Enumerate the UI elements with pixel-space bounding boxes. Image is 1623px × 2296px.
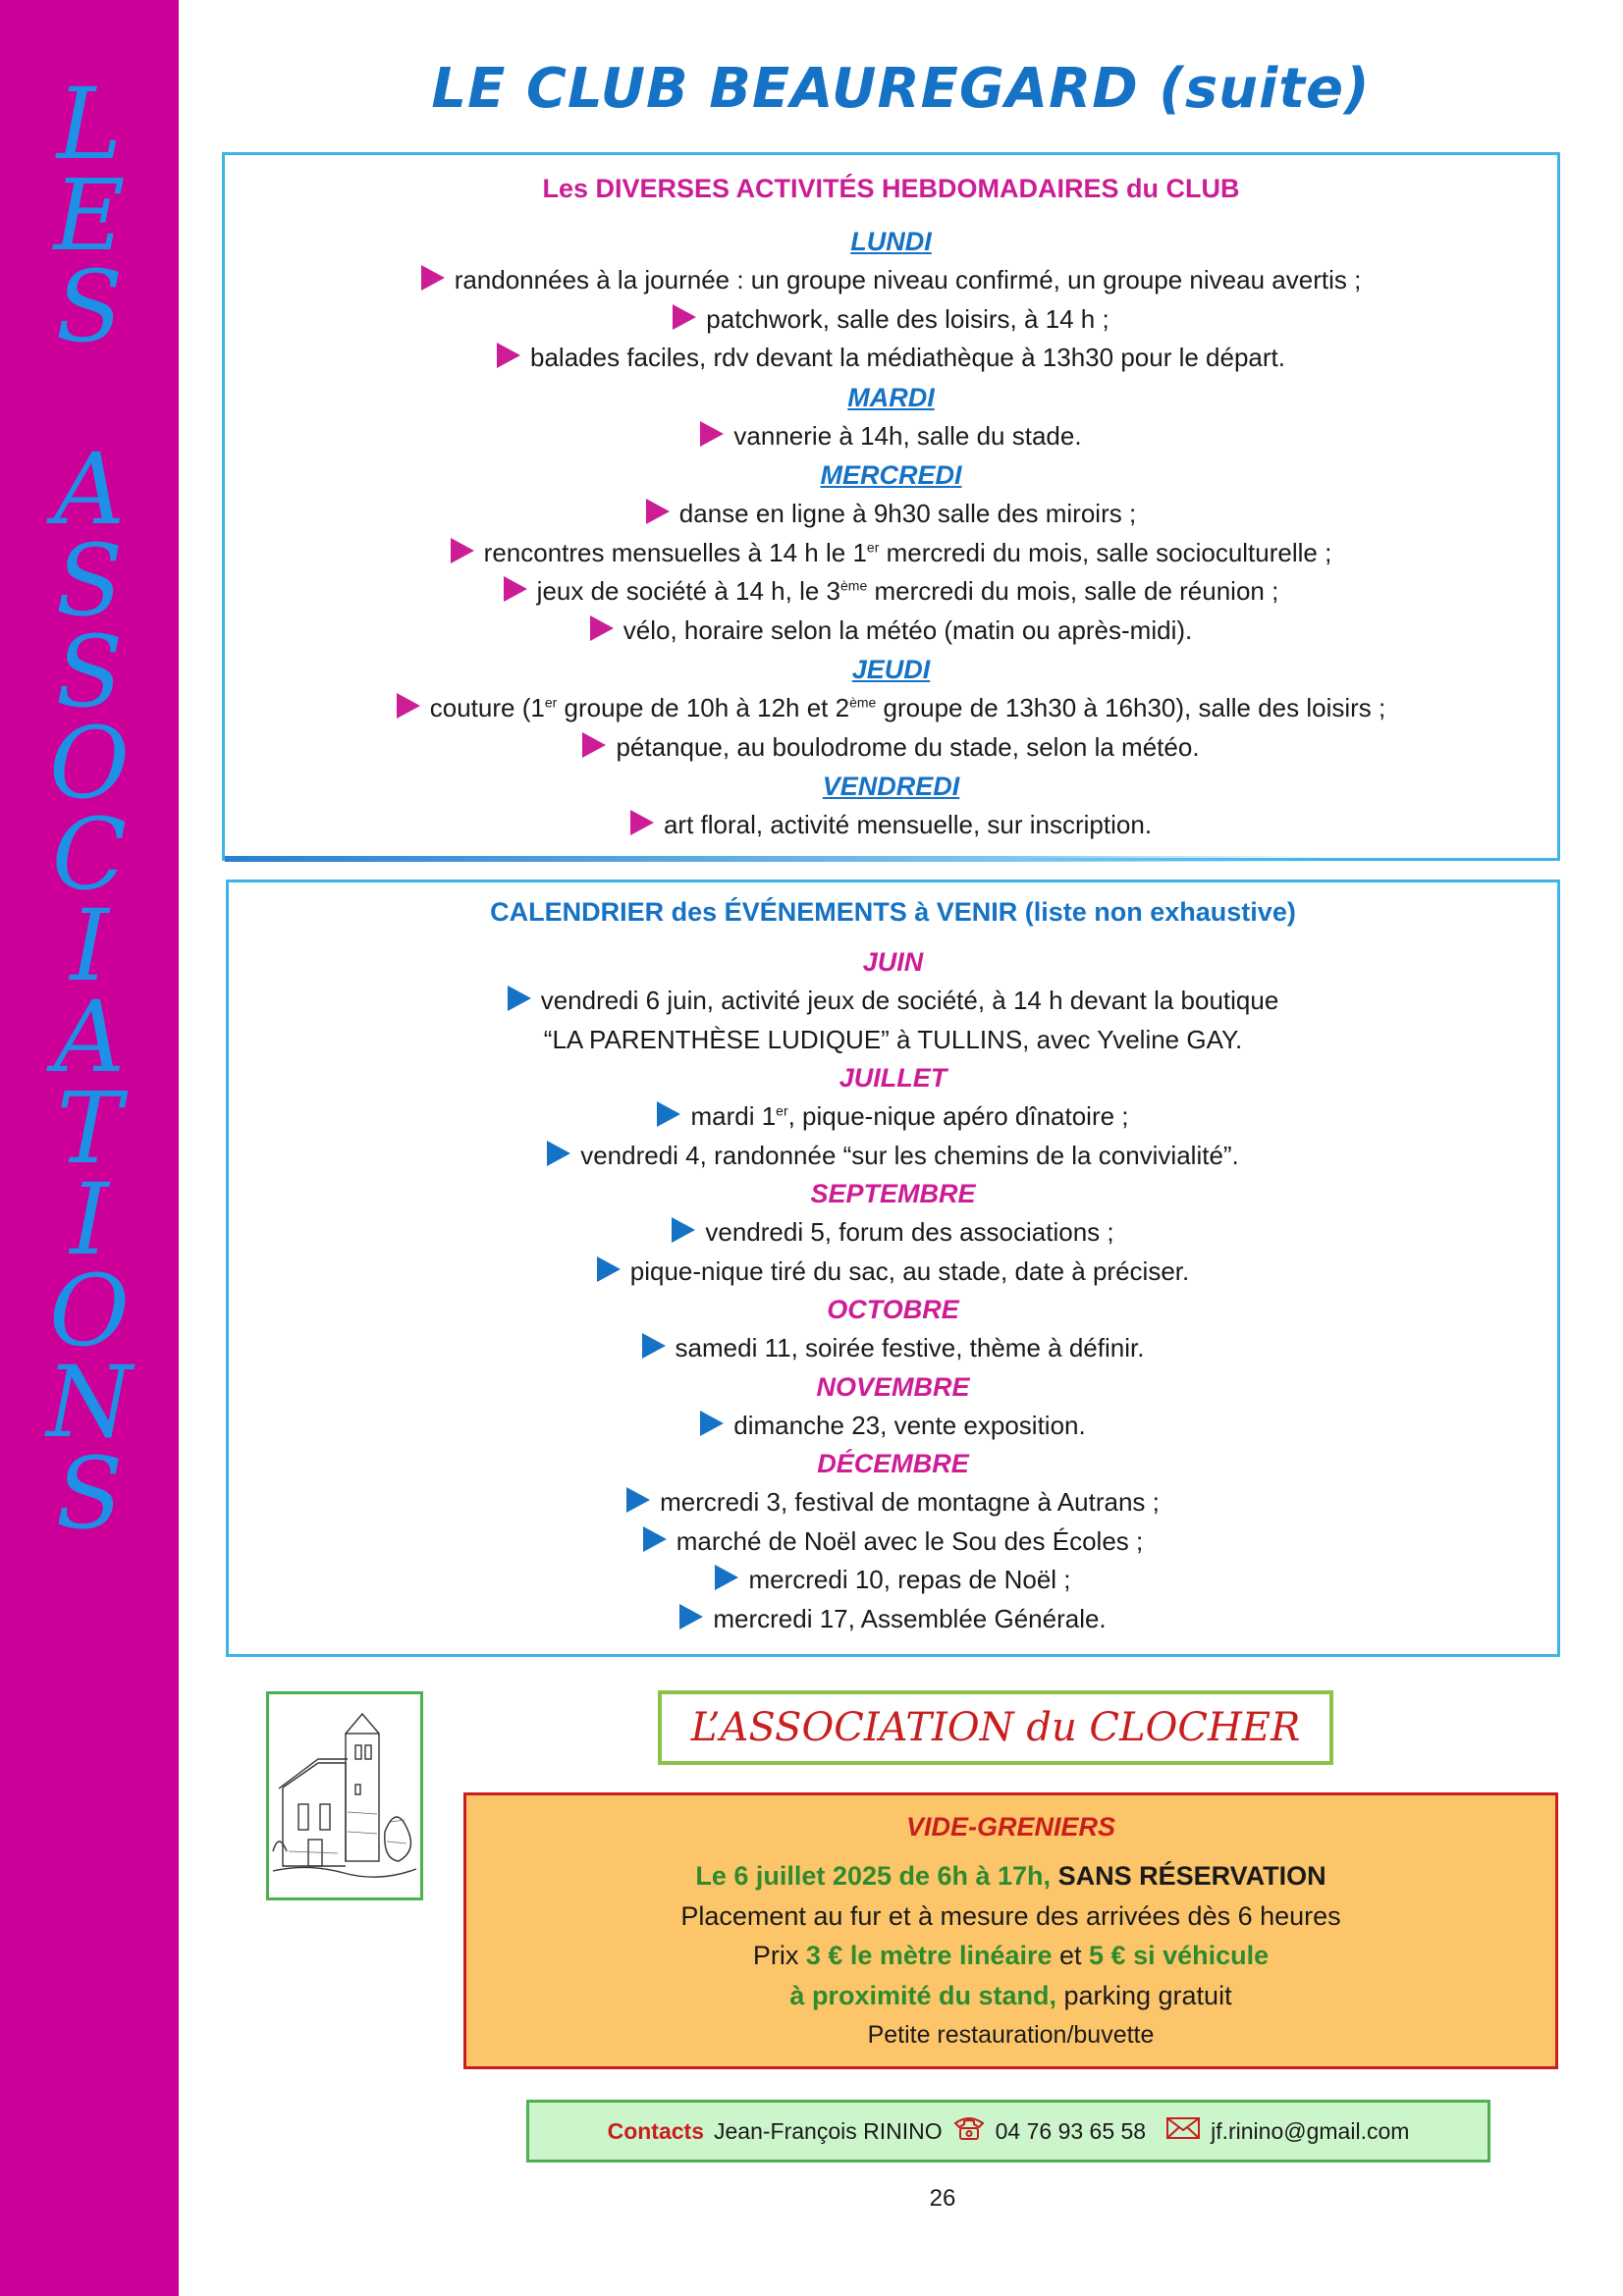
church-drawing [269, 1694, 420, 1897]
list-item [225, 572, 1557, 612]
item-text: marché de Noël avec le Sou des Écoles ; [676, 1525, 1144, 1556]
item-text: mercredi du mois, salle de réunion ; [867, 576, 1279, 606]
triangle-bullet-icon [497, 343, 520, 368]
vide-greniers-title: VIDE-GRENIERS [905, 1812, 1116, 1842]
price-vehicle: 5 € si véhicule [1089, 1941, 1270, 1970]
sidebar-letter: S [55, 614, 124, 729]
day-heading: LUNDI [850, 227, 932, 256]
triangle-bullet-icon [590, 615, 614, 641]
list-item [225, 612, 1557, 651]
events-months-list [229, 943, 1557, 1638]
weekly-activities-content [225, 169, 1557, 845]
sidebar-letter: A [53, 980, 126, 1095]
price-and: et [1052, 1941, 1090, 1970]
vide-greniers-parking [466, 1976, 1555, 2016]
item-text: samedi 11, soirée festive, thème à définir. [675, 1333, 1145, 1362]
item-text: mercredi 10, repas de Noël ; [748, 1565, 1071, 1594]
events-content [229, 892, 1557, 1638]
list-item [229, 1483, 1557, 1522]
triangle-bullet-icon [508, 986, 531, 1011]
list-item [225, 261, 1557, 300]
clocher-title: L’ASSOCIATION du CLOCHER [690, 1705, 1301, 1750]
weekly-days-list [225, 222, 1557, 845]
vide-greniers-price [466, 1936, 1555, 1976]
sidebar-letter: O [49, 706, 130, 821]
superscript: ème [840, 577, 868, 594]
list-item [229, 982, 1557, 1021]
superscript: er [776, 1102, 788, 1119]
sidebar-letter: N [46, 1345, 133, 1460]
weekly-title: Les DIVERSES ACTIVITÉS HEBDOMADAIRES du CLUB [542, 174, 1240, 203]
date-highlight: Le 6 juillet 2025 de 6h à 17h, [695, 1861, 1052, 1891]
sidebar-letter: E [53, 158, 126, 273]
vide-greniers-box [463, 1792, 1558, 2069]
contact-box [526, 2100, 1490, 2163]
page-title: LE CLUB BEAUREGARD (suite) [431, 57, 1371, 121]
superscript: er [866, 538, 880, 555]
day-heading: VENDREDI [822, 772, 960, 801]
item-text: art floral, activité mensuelle, sur inscription. [663, 810, 1153, 839]
item-text: jeux de société à 14 h, le 3 [536, 576, 840, 606]
sidebar-letter: A [53, 432, 126, 547]
triangle-bullet-icon [597, 1256, 621, 1282]
weekly-activities-box [222, 152, 1560, 861]
clocher-title-box [658, 1690, 1333, 1765]
item-text: randonnées à la journée : un groupe niveau confirmé, un groupe niveau avertis ; [454, 265, 1362, 294]
triangle-bullet-icon [673, 304, 696, 330]
list-item [225, 300, 1557, 340]
list-item [225, 495, 1557, 534]
events-calendar-box [226, 880, 1560, 1657]
list-item [225, 689, 1557, 728]
triangle-bullet-icon [582, 732, 606, 758]
item-text: pétanque, au boulodrome du stade, selon la météo. [616, 731, 1200, 762]
triangle-bullet-icon [547, 1141, 570, 1166]
vide-greniers-placement: Placement au fur et à mesure des arrivées dès 6 heures [680, 1900, 1341, 1931]
sidebar-letter: C [51, 797, 128, 912]
item-text: vendredi 4, randonnée “sur les chemins de la convivialité”. [580, 1140, 1239, 1170]
list-item [225, 417, 1557, 456]
triangle-bullet-icon [643, 1526, 667, 1552]
contact-name: Jean-François RININO [714, 2117, 943, 2144]
price-prefix: Prix [752, 1941, 806, 1970]
list-item [229, 1137, 1557, 1176]
month-heading: OCTOBRE [827, 1295, 959, 1324]
list-item-continuation: “LA PARENTHÈSE LUDIQUE” à TULLINS, avec Yveline GAY. [543, 1024, 1243, 1054]
item-text: pique-nique tiré du sac, au stade, date à préciser. [629, 1255, 1190, 1286]
church-illustration [266, 1691, 423, 1900]
item-text: vendredi 6 juin, activité jeux de société, à 14 h devant la boutique [540, 986, 1279, 1015]
day-heading: MERCREDI [820, 460, 962, 490]
list-item [229, 1329, 1557, 1368]
sidebar-letter: S [55, 1436, 124, 1551]
triangle-bullet-icon [642, 1333, 666, 1359]
month-heading: DÉCEMBRE [817, 1449, 969, 1478]
decorative-underline [225, 856, 1334, 862]
triangle-bullet-icon [421, 265, 445, 291]
triangle-bullet-icon [630, 810, 654, 835]
contact-email[interactable]: jf.rinino@gmail.com [1211, 2117, 1410, 2144]
item-text: mercredi du mois, salle socioculturelle ; [879, 537, 1332, 567]
item-text: dimanche 23, vente exposition. [733, 1410, 1086, 1440]
item-text: patchwork, salle des loisirs, à 14 h ; [706, 303, 1109, 334]
list-item [229, 1097, 1557, 1137]
item-text: vélo, horaire selon la météo (matin ou après-midi). [622, 614, 1193, 645]
list-item [229, 1407, 1557, 1446]
item-text: vendredi 5, forum des associations ; [705, 1217, 1114, 1247]
month-heading: NOVEMBRE [816, 1371, 970, 1402]
item-text: rencontres mensuelles à 14 h le 1 [483, 537, 867, 567]
triangle-bullet-icon [646, 499, 670, 524]
triangle-bullet-icon [672, 1217, 695, 1243]
list-item [225, 534, 1557, 573]
item-text: vannerie à 14h, salle du stade. [733, 420, 1082, 451]
phone-icon [952, 2115, 986, 2147]
list-item [229, 1600, 1557, 1639]
item-text: balades faciles, rdv devant la médiathèque à 13h30 pour le départ. [530, 343, 1285, 372]
sidebar-letter: I [70, 1162, 109, 1277]
triangle-bullet-icon [626, 1487, 650, 1513]
month-heading: JUILLET [839, 1063, 947, 1093]
sidebar-band [0, 0, 179, 2296]
list-item [229, 1522, 1557, 1562]
triangle-bullet-icon [451, 538, 474, 563]
contact-phone[interactable]: 04 76 93 65 58 [995, 2117, 1147, 2144]
page-number: 26 [929, 2185, 956, 2212]
sidebar-letter: S [55, 249, 124, 364]
triangle-bullet-icon [397, 693, 420, 719]
list-item [229, 1561, 1557, 1600]
list-item [225, 806, 1557, 845]
item-text: groupe de 13h30 à 16h30), salle des loisirs ; [876, 693, 1386, 722]
sidebar-letter: T [56, 1071, 123, 1186]
superscript: er [544, 694, 558, 711]
list-item [225, 728, 1557, 768]
item-text: groupe de 10h à 12h et 2 [557, 693, 850, 722]
contact-label: Contacts [607, 2117, 704, 2144]
triangle-bullet-icon [715, 1565, 738, 1590]
item-text: mercredi 17, Assemblée Générale. [713, 1603, 1107, 1633]
no-reservation: SANS RÉSERVATION [1051, 1861, 1326, 1891]
mail-icon [1165, 2115, 1201, 2147]
month-heading: SEPTEMBRE [810, 1179, 976, 1208]
list-item [225, 339, 1557, 378]
item-text: danse en ligne à 9h30 salle des miroirs ; [678, 499, 1137, 528]
triangle-bullet-icon [700, 421, 724, 447]
sidebar-letter: S [55, 523, 124, 638]
vide-greniers-food: Petite restauration/buvette [867, 2021, 1155, 2049]
item-text: , pique-nique apéro dînatoire ; [787, 1101, 1129, 1131]
sidebar-letter: O [49, 1254, 130, 1368]
item-text: mercredi 3, festival de montagne à Autrans ; [660, 1487, 1160, 1517]
superscript: ème [849, 694, 877, 711]
month-heading: JUIN [862, 947, 924, 977]
triangle-bullet-icon [657, 1101, 680, 1127]
vide-greniers-date [466, 1856, 1555, 1896]
day-heading: MARDI [847, 382, 935, 412]
stand-proximity: à proximité du stand, [789, 1980, 1056, 2010]
sidebar-letter: L [56, 67, 123, 182]
list-item [229, 1253, 1557, 1292]
triangle-bullet-icon [700, 1411, 724, 1436]
price-per-meter: 3 € le mètre linéaire [805, 1941, 1053, 1970]
day-heading: JEUDI [851, 655, 931, 684]
events-title: CALENDRIER des ÉVÉNEMENTS à VENIR (liste non exhaustive) [490, 897, 1296, 927]
triangle-bullet-icon [679, 1604, 703, 1629]
sidebar-vertical-title [0, 67, 179, 2238]
parking-free: parking gratuit [1055, 1980, 1232, 2010]
sidebar-letter: I [70, 888, 109, 1003]
item-text: mardi 1 [690, 1101, 777, 1131]
triangle-bullet-icon [504, 576, 527, 602]
list-item [229, 1213, 1557, 1253]
item-text: couture (1 [429, 693, 545, 722]
